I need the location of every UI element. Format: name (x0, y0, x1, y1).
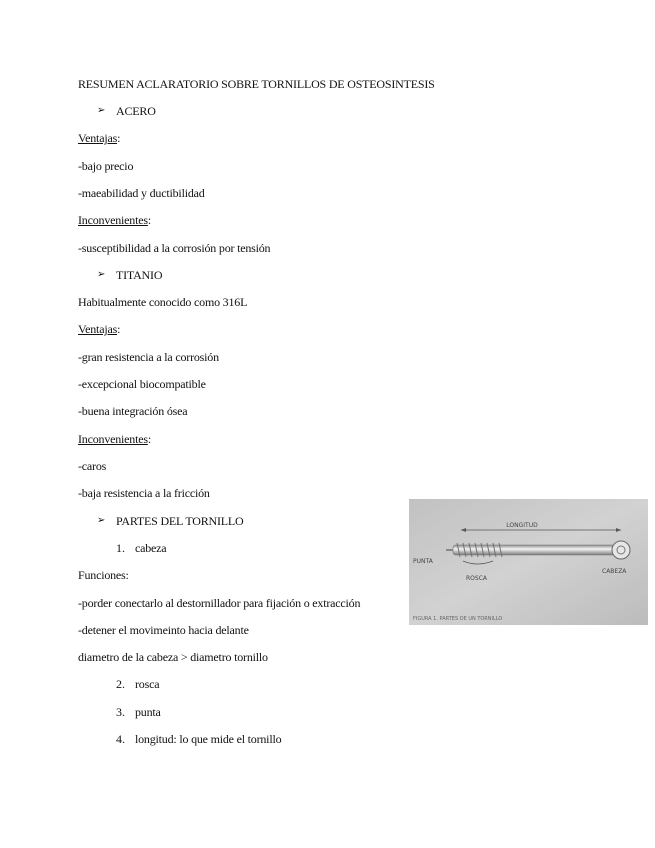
bullet-icon: ➢ (97, 269, 106, 280)
titanio-ventaja-1: -gran resistencia a la corrosión (78, 350, 219, 364)
titanio-ventaja-2: -excepcional biocompatible (78, 377, 206, 391)
funcion-2: -detener el movimeinto hacia delante (78, 623, 249, 637)
funciones-label: Funciones: (78, 568, 129, 582)
bullet-icon: ➢ (97, 105, 106, 116)
titanio-inconveniente-2: -baja resistencia a la fricción (78, 486, 210, 500)
titanio-inconveniente-1: -caros (78, 459, 107, 473)
heading-titanio: TITANIO (116, 268, 163, 282)
acero-inconveniente-1: -susceptibilidad a la corrosión por tensión (78, 241, 271, 255)
funcion-1: -porder conectarlo al destornillador para fijación o extracción (78, 596, 361, 610)
parte-cabeza: cabeza (135, 541, 167, 555)
bullet-icon: ➢ (97, 515, 106, 526)
document-title: RESUMEN ACLARATORIO SOBRE TORNILLOS DE OSTEOSINTESIS (78, 77, 435, 91)
titanio-intro: Habitualmente conocido como 316L (78, 295, 248, 309)
acero-inconvenientes-label: Inconvenientes: (78, 213, 151, 227)
parte-rosca: rosca (135, 677, 160, 691)
list-number: 1. (116, 541, 125, 555)
list-number: 3. (116, 705, 125, 719)
acero-ventajas-label: Ventajas: (78, 131, 121, 145)
diametro-note: diametro de la cabeza > diametro tornillo (78, 650, 268, 664)
titanio-ventaja-3: -buena integración ósea (78, 404, 188, 418)
titanio-inconvenientes-label: Inconvenientes: (78, 432, 151, 446)
photo-label-cabeza: CABEZA (602, 568, 627, 575)
parte-punta: punta (135, 705, 161, 719)
acero-ventaja-1: -bajo precio (78, 159, 134, 173)
acero-ventaja-2: -maeabilidad y ductibilidad (78, 186, 205, 200)
parte-longitud: longitud: lo que mide el tornillo (135, 732, 282, 746)
screw-diagram-photo (409, 499, 648, 625)
list-number: 4. (116, 732, 125, 746)
heading-partes: PARTES DEL TORNILLO (116, 514, 244, 528)
photo-label-rosca: ROSCA (466, 575, 487, 582)
photo-caption: FIGURA 1. PARTES DE UN TORNILLO (413, 616, 503, 622)
photo-label-longitud: LONGITUD (506, 522, 538, 529)
photo-label-punta: PUNTA (413, 558, 433, 565)
heading-acero: ACERO (116, 104, 156, 118)
list-number: 2. (116, 677, 125, 691)
titanio-ventajas-label: Ventajas: (78, 322, 121, 336)
